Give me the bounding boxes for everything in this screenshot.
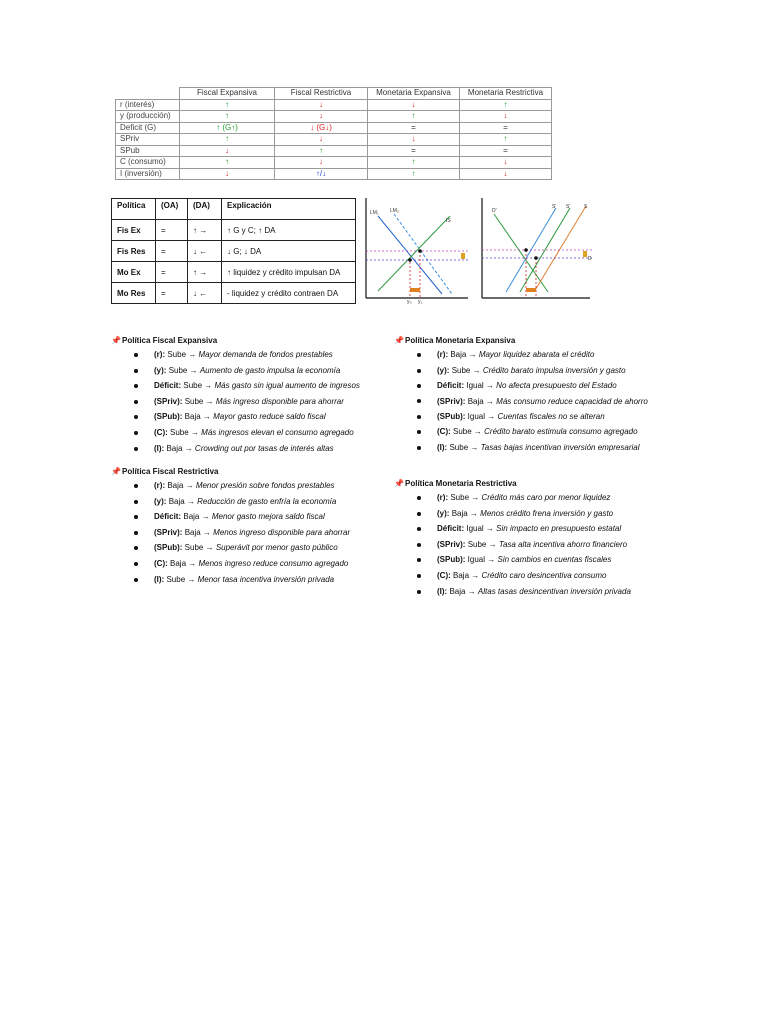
table-cell: - liquidez y crédito contraen DA [222, 283, 356, 304]
table-row [116, 157, 552, 169]
is-lm-graph [360, 196, 470, 304]
item-explanation: Menos ingreso disponible para ahorrar [213, 527, 351, 537]
table-cell: ↓ [275, 134, 368, 146]
is-label: IS [446, 218, 451, 224]
table-cell: ↑ [275, 145, 368, 157]
table-cell: = [460, 145, 552, 157]
table-cell: ↑ [460, 99, 552, 111]
table-cell: ↓ [275, 157, 368, 169]
item-explanation: Menos crédito frena inversión y gasto [480, 508, 614, 518]
list-item [111, 540, 381, 556]
table-cell: = [156, 241, 188, 262]
item-verb: Baja → [167, 481, 194, 490]
item-explanation: Reducción de gasto enfría la economía [197, 496, 337, 506]
table-body [112, 220, 356, 304]
item-verb: Igual → [466, 381, 494, 391]
list-item [394, 378, 664, 394]
supply-label-1: S' [552, 204, 557, 210]
section-monetaria-restrictiva [394, 478, 664, 599]
row-label: Fis Ex [112, 220, 156, 241]
item-verb: Igual → [467, 411, 496, 421]
pin-icon: 📌 [111, 336, 121, 345]
list-item [111, 525, 381, 541]
item-verb: Sube → [467, 539, 497, 549]
item-key: (C): [154, 427, 168, 437]
column-header: Monetaria Expansiva [368, 88, 460, 100]
list-item [111, 494, 381, 510]
item-verb: Sube → [183, 381, 213, 391]
item-key: (SPriv): [437, 396, 466, 406]
item-key: (y): [437, 365, 450, 375]
pin-icon: 📌 [111, 467, 121, 476]
table-cell: = [156, 220, 188, 241]
bullet-list [111, 347, 381, 456]
item-key: Déficit: [437, 381, 465, 391]
item-verb: Sube → [168, 365, 198, 375]
item-explanation: Más consumo reduce capacidad de ahorro [496, 396, 648, 406]
list-item [394, 552, 664, 568]
table-row [116, 99, 552, 111]
item-key: (r): [437, 350, 449, 359]
section-title-text: Política Fiscal Expansiva [122, 336, 218, 345]
list-item [111, 509, 381, 525]
shift-arrow-icon [583, 251, 587, 257]
item-key: (r): [154, 350, 166, 359]
item-key: Déficit: [154, 381, 182, 391]
item-verb: Sube → [184, 396, 214, 406]
y1-label: y₁ [418, 299, 423, 304]
section-title [394, 478, 664, 490]
row-label: Mo Ex [112, 262, 156, 283]
equilibrium-point [408, 258, 412, 262]
item-verb: Baja → [450, 350, 477, 359]
supply-label-2: S' [566, 204, 571, 210]
table-cell: = [460, 122, 552, 134]
table-cell: ↑ → [188, 262, 222, 283]
list-item [394, 537, 664, 553]
item-verb: Baja → [170, 558, 197, 568]
item-explanation: Mayor demanda de fondos prestables [198, 350, 333, 359]
item-verb: Sube → [166, 574, 196, 584]
item-key: (C): [154, 558, 168, 568]
row-label: I (inversión) [116, 168, 180, 180]
table-cell: ↑ [460, 134, 552, 146]
item-verb: Baja → [453, 570, 480, 580]
row-label: C (consumo) [116, 157, 180, 169]
table-row [112, 220, 356, 241]
item-key: (SPub): [437, 555, 466, 565]
item-explanation: Tasas bajas incentivan inversión empresarial [480, 442, 640, 452]
column-header: Fiscal Expansiva [180, 88, 275, 100]
section-fiscal-expansiva [111, 335, 381, 456]
equilibrium-point [534, 256, 538, 260]
list-item [111, 409, 381, 425]
section-monetaria-expansiva [394, 335, 664, 456]
row-label: Deficit (G) [116, 122, 180, 134]
section-title-text: Política Monetaria Expansiva [405, 336, 516, 345]
demand-curve [494, 214, 548, 292]
table-cell: = [368, 122, 460, 134]
list-item [394, 568, 664, 584]
table-cell: ↑ G y C; ↑ DA [222, 220, 356, 241]
item-key: (r): [154, 481, 166, 490]
is-curve [378, 216, 450, 291]
item-explanation: Tasa alta incentiva ahorro financiero [498, 539, 628, 549]
item-verb: Baja → [166, 443, 193, 453]
table-cell: ↑ liquidez y crédito impulsan DA [222, 262, 356, 283]
table-cell: ↓ [180, 145, 275, 157]
demand-label-1: D' [492, 208, 497, 214]
item-key: (y): [154, 496, 167, 506]
item-key: (y): [437, 508, 450, 518]
item-key: (I): [437, 442, 448, 452]
item-verb: Baja → [467, 396, 494, 406]
list-item [111, 347, 381, 363]
item-explanation: Crédito caro desincentiva consumo [481, 570, 607, 580]
table-cell: = [156, 262, 188, 283]
pin-icon: 📌 [394, 479, 404, 488]
table-row [112, 283, 356, 304]
table-cell: ↓ ← [188, 283, 222, 304]
list-item [394, 440, 664, 456]
list-item [394, 584, 664, 600]
section-title [394, 335, 664, 347]
item-key: (SPriv): [154, 527, 183, 537]
supply-curve-3 [534, 206, 586, 292]
item-key: Déficit: [437, 524, 465, 534]
list-item [111, 394, 381, 410]
table-cell: ↓ [275, 99, 368, 111]
policy-effects-table [115, 87, 552, 180]
item-explanation: Más ingresos elevan el consumo agregado [201, 427, 354, 437]
item-verb: Sube → [170, 427, 199, 437]
item-key: (SPub): [154, 412, 183, 422]
list-item [394, 394, 664, 409]
table-cell: ↑/↓ [275, 168, 368, 180]
item-verb: Sube → [184, 543, 214, 553]
table-header-row [112, 199, 356, 220]
item-explanation: Altas tasas desincentivan inversión privada [477, 586, 631, 596]
list-item [111, 572, 381, 588]
item-explanation: Crowding out por tasas de interés altas [194, 443, 334, 453]
item-key: (r): [437, 493, 449, 502]
table-row [116, 111, 552, 123]
item-explanation: Menor presión sobre fondos prestables [195, 481, 335, 490]
list-item [111, 425, 381, 441]
table-cell: ↑ [180, 111, 275, 123]
item-key: (I): [154, 574, 165, 584]
item-verb: Baja → [184, 412, 211, 422]
table-header-row [116, 88, 552, 100]
bullet-list [394, 490, 664, 599]
table-cell: ↓ [460, 157, 552, 169]
equilibrium-point [418, 249, 422, 253]
list-item [394, 424, 664, 440]
table-cell: ↑ [368, 111, 460, 123]
list-item [394, 363, 664, 379]
table-cell: = [368, 145, 460, 157]
item-key: (C): [437, 427, 451, 437]
list-item [111, 378, 381, 394]
item-explanation: No afecta presupuesto del Estado [496, 381, 617, 391]
item-explanation: Aumento de gasto impulsa la economía [199, 365, 341, 375]
table-cell: ↑ (G↑) [180, 122, 275, 134]
table-cell: ↓ ← [188, 241, 222, 262]
lm1-label: LM₁ [370, 210, 379, 216]
item-verb: Sube → [449, 442, 479, 452]
item-explanation: Mayor gasto reduce saldo fiscal [213, 412, 326, 422]
list-item [111, 556, 381, 572]
section-title [111, 335, 381, 347]
lm2-label: LM₂ [390, 208, 399, 214]
list-item [394, 347, 664, 363]
table-cell: ↓ [275, 111, 368, 123]
table-cell: ↑ → [188, 220, 222, 241]
item-verb: Sube → [167, 350, 197, 359]
table-cell: ↑ [368, 168, 460, 180]
table-row [112, 241, 356, 262]
item-key: (SPub): [154, 543, 183, 553]
list-item [394, 409, 664, 425]
table-row [116, 145, 552, 157]
item-explanation: Sin impacto en presupuesto estatal [496, 524, 622, 534]
pin-icon: 📌 [394, 336, 404, 345]
item-explanation: Cuentas fiscales no se alteran [497, 411, 605, 421]
item-verb: Sube → [451, 365, 481, 375]
item-explanation: Menor tasa incentiva inversión privada [197, 574, 335, 584]
row-label: y (producción) [116, 111, 180, 123]
shift-arrow-icon [526, 288, 536, 292]
item-verb: Baja → [183, 512, 210, 522]
item-explanation: Menor gasto mejora saldo fiscal [211, 512, 325, 522]
section-title-text: Política Monetaria Restrictiva [405, 479, 517, 488]
section-fiscal-restrictiva [111, 466, 381, 587]
shift-arrow-icon [410, 288, 420, 292]
item-verb: Baja → [168, 496, 195, 506]
item-explanation: Crédito barato estimula consumo agregado [484, 427, 638, 437]
table-row [116, 134, 552, 146]
column-header: Política [112, 199, 156, 220]
item-key: (C): [437, 570, 451, 580]
column-header: Fiscal Restrictiva [275, 88, 368, 100]
lm2-curve [394, 214, 452, 294]
column-header: (OA) [156, 199, 188, 220]
demand-supply-table [111, 198, 356, 304]
row-label: SPriv [116, 134, 180, 146]
table-corner [116, 88, 180, 100]
table-cell: ↓ (G↓) [275, 122, 368, 134]
item-verb: Baja → [451, 508, 478, 518]
list-item [394, 490, 664, 506]
table-cell: ↑ [180, 99, 275, 111]
item-verb: Sube → [453, 427, 482, 437]
item-explanation: Sin cambios en cuentas fiscales [497, 555, 612, 565]
section-title [111, 466, 381, 478]
item-explanation: Superávit por menor gasto público [215, 543, 338, 553]
item-explanation: Mayor liquidez abarata el crédito [478, 350, 595, 359]
table-cell: = [156, 283, 188, 304]
item-verb: Baja → [184, 527, 211, 537]
supply-label-3: S [584, 204, 588, 210]
column-header: (DA) [188, 199, 222, 220]
item-verb: Baja → [449, 586, 476, 596]
table-cell: ↑ [180, 157, 275, 169]
savings-investment-graph [476, 196, 594, 304]
item-key: (SPub): [437, 411, 466, 421]
item-explanation: Más ingreso disponible para ahorrar [215, 396, 344, 406]
demand-label-2: D [588, 256, 592, 262]
table-cell: ↓ [460, 111, 552, 123]
table-cell: ↓ [180, 168, 275, 180]
row-label: r (interés) [116, 99, 180, 111]
section-title-text: Política Fiscal Restrictiva [122, 467, 219, 476]
item-explanation: Crédito más caro por menor liquidez [481, 493, 611, 502]
table-cell: ↓ [368, 134, 460, 146]
row-label: SPub [116, 145, 180, 157]
item-key: (I): [154, 443, 165, 453]
list-item [394, 521, 664, 537]
list-item [111, 478, 381, 494]
item-verb: Sube → [450, 493, 480, 502]
shift-arrow-icon [461, 253, 465, 259]
row-label: Fis Res [112, 241, 156, 262]
table-row [116, 168, 552, 180]
table-body [116, 99, 552, 180]
table-cell: ↓ [460, 168, 552, 180]
bullet-list [111, 478, 381, 587]
item-key: (SPriv): [154, 396, 183, 406]
item-key: (SPriv): [437, 539, 466, 549]
table-row [116, 122, 552, 134]
equilibrium-point [524, 248, 528, 252]
table-cell: ↑ [180, 134, 275, 146]
table-cell: ↓ G; ↓ DA [222, 241, 356, 262]
list-item [394, 506, 664, 522]
item-key: Déficit: [154, 512, 182, 522]
bullet-list [394, 347, 664, 456]
y0-label: y₀ [407, 299, 412, 304]
item-explanation: Más gasto sin igual aumento de ingresos [214, 381, 360, 391]
row-label: Mo Res [112, 283, 156, 304]
item-verb: Igual → [467, 555, 496, 565]
table-row [112, 262, 356, 283]
table-cell: ↓ [368, 99, 460, 111]
item-verb: Igual → [466, 524, 494, 534]
column-header: Explicación [222, 199, 356, 220]
table-cell: ↑ [368, 157, 460, 169]
item-explanation: Menos ingreso reduce consumo agregado [198, 558, 349, 568]
list-item [111, 441, 381, 457]
list-item [111, 363, 381, 379]
item-key: (y): [154, 365, 167, 375]
item-explanation: Crédito barato impulsa inversión y gasto [482, 365, 626, 375]
item-key: (I): [437, 586, 448, 596]
column-header: Monetaria Restrictiva [460, 88, 552, 100]
